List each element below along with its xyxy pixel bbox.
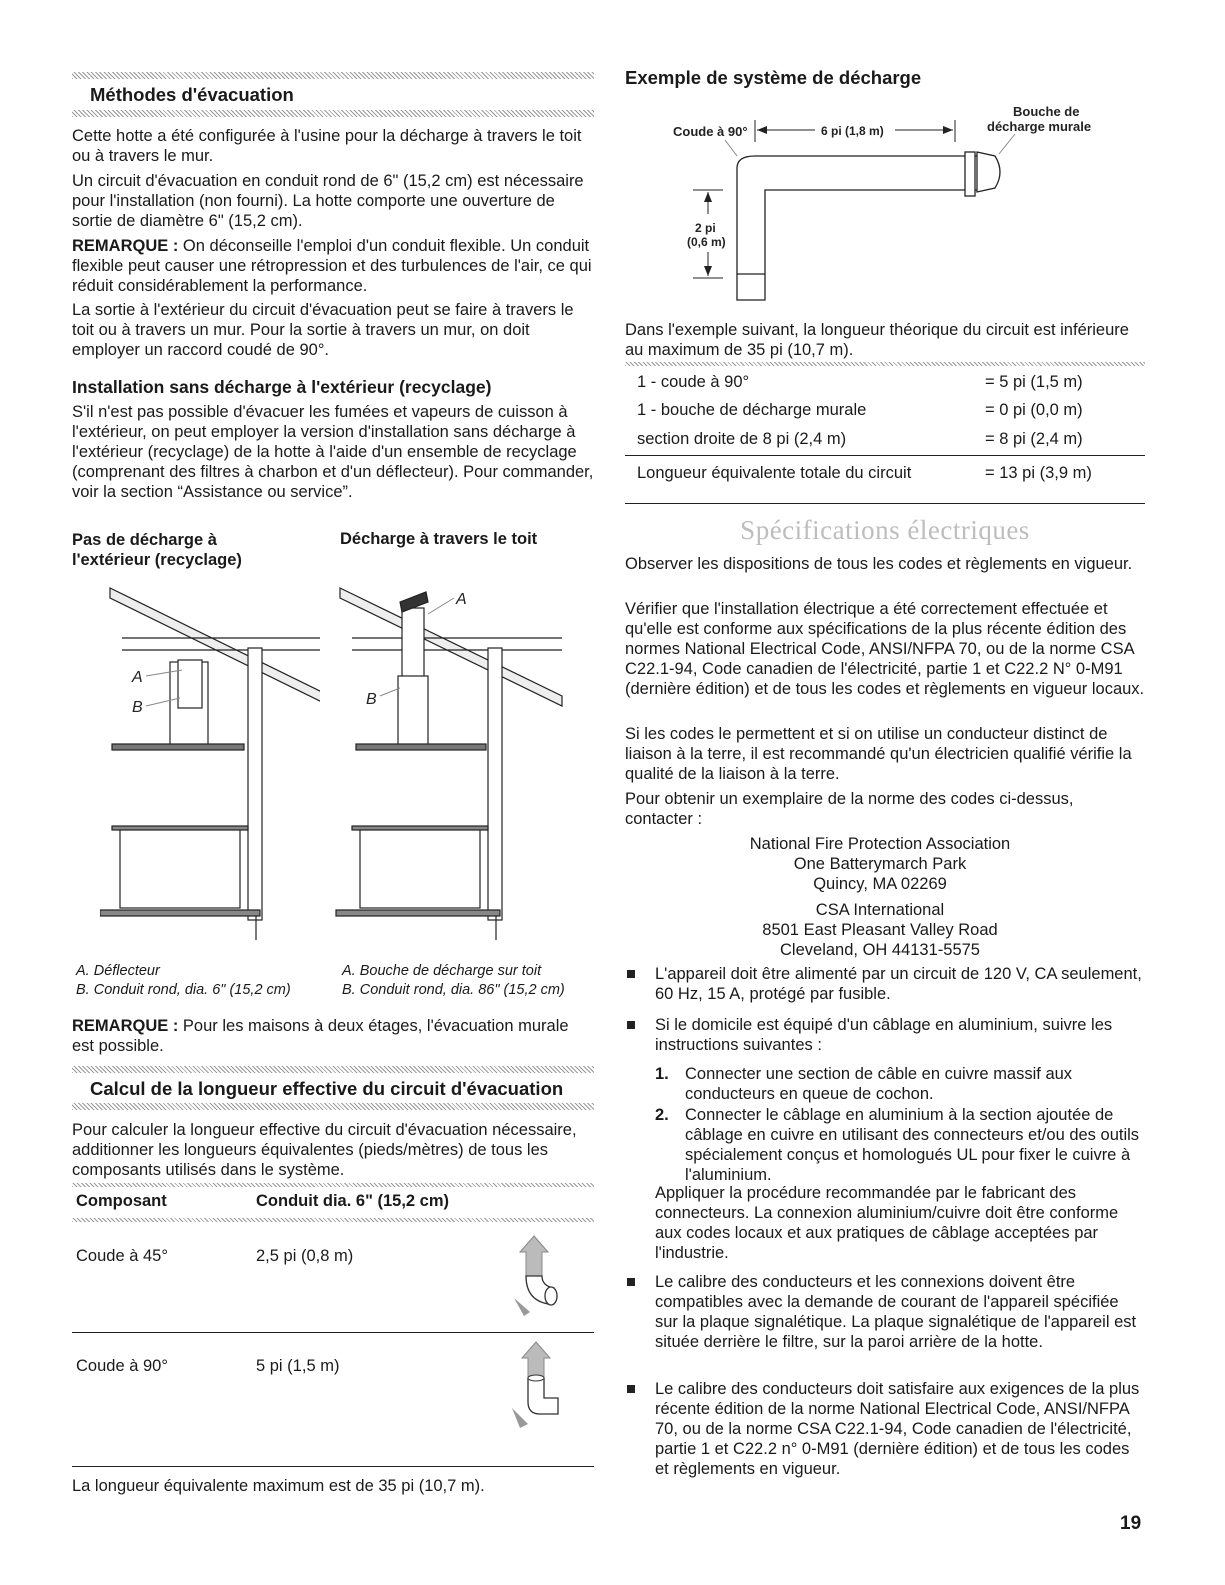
methods-paragraph: Cette hotte a été configurée à l'usine pour la décharge à travers le toit ou à travers le mur.	[72, 127, 582, 165]
bullet-icon	[627, 1021, 635, 1029]
two-storey-note	[72, 1016, 594, 1056]
bullet-icon	[627, 1278, 635, 1286]
section-divider	[72, 110, 594, 117]
address-line: One Batterymarch Park	[793, 855, 967, 873]
electrical-title: Spécifications électriques	[740, 515, 1030, 545]
height-label: (0,6 m)	[687, 235, 726, 249]
wall-cap-label: décharge murale	[987, 119, 1092, 134]
example-vent-diagram	[665, 100, 1105, 310]
step-number: 1.	[655, 1065, 669, 1083]
elbow-45-icon	[504, 1230, 568, 1322]
caption-line: A. Déflecteur	[76, 963, 160, 979]
caption-line: B. Conduit rond, dia. 6" (15,2 cm)	[76, 982, 291, 998]
note-label: REMARQUE :	[72, 1017, 179, 1035]
bullet-icon	[627, 970, 635, 978]
recycling-paragraph: S'il n'est pas possible d'évacuer les fumées et vapeurs de cuisson à l'extérieur, on peut employer la version d'installation sans décharge à l'extérieur (recyclage) de la hotte à l'aide d'un ensemble de recyclage (comprenant des filtres à charbon et d'un déflecteur). Pour commander, voir la section “Assistance ou service”.	[72, 403, 594, 501]
electrical-paragraph: Si les codes le permettent et si on utilise un conducteur distinct de liaison à la terre, il est recommandé qu'un électricien qualifié vérifie la qualité de la liaison à la terre.	[625, 725, 1132, 783]
address-line: National Fire Protection Association	[749, 835, 1011, 853]
label-a: A	[456, 591, 467, 608]
figure-left-title	[72, 530, 242, 570]
example-paragraph: Dans l'exemple suivant, la longueur théorique du circuit est inférieure au maximum de 35 pi (10,7 m).	[625, 321, 1129, 359]
bullet-item: Le calibre des conducteurs doit satisfaire aux exigences de la plus récente édition de la norme National Electrical Code, ANSI/NFPA 70, ou de la norme CSA C22.1-94, Code canadien de l'électricité, partie 1 et C22.2 n° 0-M91 (dernière édition) et de tous les codes et règlements en vigueur.	[655, 1380, 1140, 1478]
example-row-value: = 0 pi (0,0 m)	[985, 401, 1083, 419]
page-number: 19	[1120, 1513, 1142, 1534]
height-label: 2 pi	[695, 221, 716, 235]
table-cell-name: Coude à 90°	[76, 1357, 168, 1375]
step-item: Connecter le câblage en aluminium à la section ajoutée de câblage en cuivre en utilisant des connecteurs et/ou des outils spécialement conçus et homologués UL pour fixer le cuivre à l'aluminium.	[685, 1106, 1140, 1184]
caption-line: A. Bouche de décharge sur toit	[342, 963, 542, 979]
address-line: Quincy, MA 02269	[813, 875, 947, 893]
section-divider	[72, 1066, 594, 1073]
length-label: 6 pi (1,8 m)	[821, 124, 884, 138]
methods-paragraph: La sortie à l'extérieur du circuit d'évacuation peut se faire à travers le toit ou à travers un mur. Pour la sortie à travers un mur, on doit employer un raccord coudé de 90°.	[72, 301, 574, 359]
step-number: 2.	[655, 1106, 669, 1124]
electrical-paragraph: Vérifier que l'installation électrique a été correctement effectuée et qu'elle est conforme aux spécifications de la plus récente édition des normes National Electrical Code, ANSI/NFPA 70, ou de la norme CSA C22.1-94, Code canadien de l'électricité, partie 1 et C22.2 N° 0-M91 (dernière édition) et de tous les codes et règlements en vigueur locaux.	[625, 600, 1145, 698]
max-length-note: La longueur équivalente maximum est de 35 pi (10,7 m).	[72, 1477, 485, 1495]
figure-right-caption	[342, 962, 565, 1000]
label-b: B	[366, 691, 377, 708]
wall-cap-label: Bouche de	[1013, 104, 1080, 119]
step-item: Connecter une section de câble en cuivre massif aux conducteurs en queue de cochon.	[685, 1065, 1073, 1103]
example-title: Exemple de système de décharge	[625, 67, 922, 88]
bullet-item: Si le domicile est équipé d'un câblage en aluminium, suivre les instructions suivantes :	[655, 1016, 1113, 1054]
table-top-divider	[625, 362, 1145, 366]
caption-line: B. Conduit rond, dia. 86" (15,2 cm)	[342, 982, 565, 998]
section-divider	[72, 1103, 594, 1110]
table-header-duct: Conduit dia. 6" (15,2 cm)	[256, 1192, 450, 1210]
table-cell-name: Coude à 45°	[76, 1247, 168, 1265]
calc-paragraph: Pour calculer la longueur effective du circuit d'évacuation nécessaire, additionner les longueurs équivalentes (pieds/mètres) de tous les composants utilisés dans le système.	[72, 1121, 577, 1179]
elbow-label: Coude à 90°	[673, 124, 748, 139]
bullet-item: Le calibre des conducteurs et les connexions doivent être compatibles avec la demande de courant de l'appareil spécifiée sur la plaque signalétique. La plaque signalétique de l'appareil est située derrière le filtre, sur la paroi arrière de la hotte.	[655, 1273, 1137, 1351]
address-csa	[625, 900, 1135, 960]
section-rule	[625, 503, 1145, 504]
table-header-component: Composant	[76, 1192, 167, 1210]
note-text: On déconseille l'emploi d'un conduit flexible. Un conduit flexible peut causer une rétropression et des turbulences de l'air, ce qui réduit considérablement la performance.	[72, 237, 592, 295]
calc-title: Calcul de la longueur effective du circuit d'évacuation	[90, 1078, 564, 1099]
table-bottom-divider	[72, 1466, 594, 1467]
example-total-divider	[625, 455, 1145, 456]
bullet-icon	[627, 1385, 635, 1393]
table-top-divider	[72, 1183, 594, 1187]
methods-title: Méthodes d'évacuation	[90, 84, 294, 105]
example-row-value: = 5 pi (1,5 m)	[985, 373, 1083, 391]
electrical-paragraph: Pour obtenir un exemplaire de la norme des codes ci-dessus, contacter :	[625, 790, 1074, 828]
roof-venting-diagram	[330, 578, 590, 948]
label-b: B	[132, 699, 143, 716]
electrical-paragraph: Observer les dispositions de tous les codes et règlements en vigueur.	[625, 555, 1133, 573]
table-header-divider	[72, 1218, 594, 1222]
example-row-name: section droite de 8 pi (2,4 m)	[637, 430, 847, 448]
example-row-value: = 8 pi (2,4 m)	[985, 430, 1083, 448]
note-text: Pour les maisons à deux étages, l'évacuation murale est possible.	[72, 1017, 569, 1055]
address-nfpa	[625, 834, 1135, 894]
recycling-title: Installation sans décharge à l'extérieur (recyclage)	[72, 377, 492, 397]
note-label: REMARQUE :	[72, 237, 179, 255]
example-total-value: = 13 pi (3,9 m)	[985, 464, 1092, 482]
label-a: A	[132, 669, 143, 686]
table-row-divider	[72, 1332, 594, 1333]
bullet-item: L'appareil doit être alimenté par un circuit de 120 V, CA seulement, 60 Hz, 15 A, protégé par fusible.	[655, 965, 1142, 1003]
example-row-name: 1 - bouche de décharge murale	[637, 401, 867, 419]
figure-left-title-line: Pas de décharge à	[72, 531, 217, 549]
table-cell-value: 2,5 pi (0,8 m)	[256, 1247, 354, 1265]
methods-note	[72, 236, 594, 296]
apply-paragraph: Appliquer la procédure recommandée par le fabricant des connecteurs. La connexion aluminium/cuivre doit être conforme aux codes locaux et aux pratiques de câblage acceptées par l'industrie.	[655, 1184, 1119, 1262]
figure-left-caption	[76, 962, 291, 1000]
address-line: 8501 East Pleasant Valley Road	[762, 921, 998, 939]
recycling-diagram	[100, 578, 320, 948]
methods-paragraph: Un circuit d'évacuation en conduit rond de 6" (15,2 cm) est nécessaire pour l'installation (non fourni). La hotte comporte une ouverture de sortie de diamètre 6" (15,2 cm).	[72, 172, 584, 230]
address-line: Cleveland, OH 44131-5575	[780, 941, 980, 959]
address-line: CSA International	[815, 901, 945, 919]
example-row-name: 1 - coude à 90°	[637, 373, 750, 391]
example-total-name: Longueur équivalente totale du circuit	[637, 464, 912, 482]
figure-right-title: Décharge à travers le toit	[340, 530, 538, 548]
section-divider	[72, 72, 594, 79]
elbow-90-icon	[504, 1338, 568, 1434]
figure-left-title-line: l'extérieur (recyclage)	[72, 551, 242, 569]
table-cell-value: 5 pi (1,5 m)	[256, 1357, 340, 1375]
